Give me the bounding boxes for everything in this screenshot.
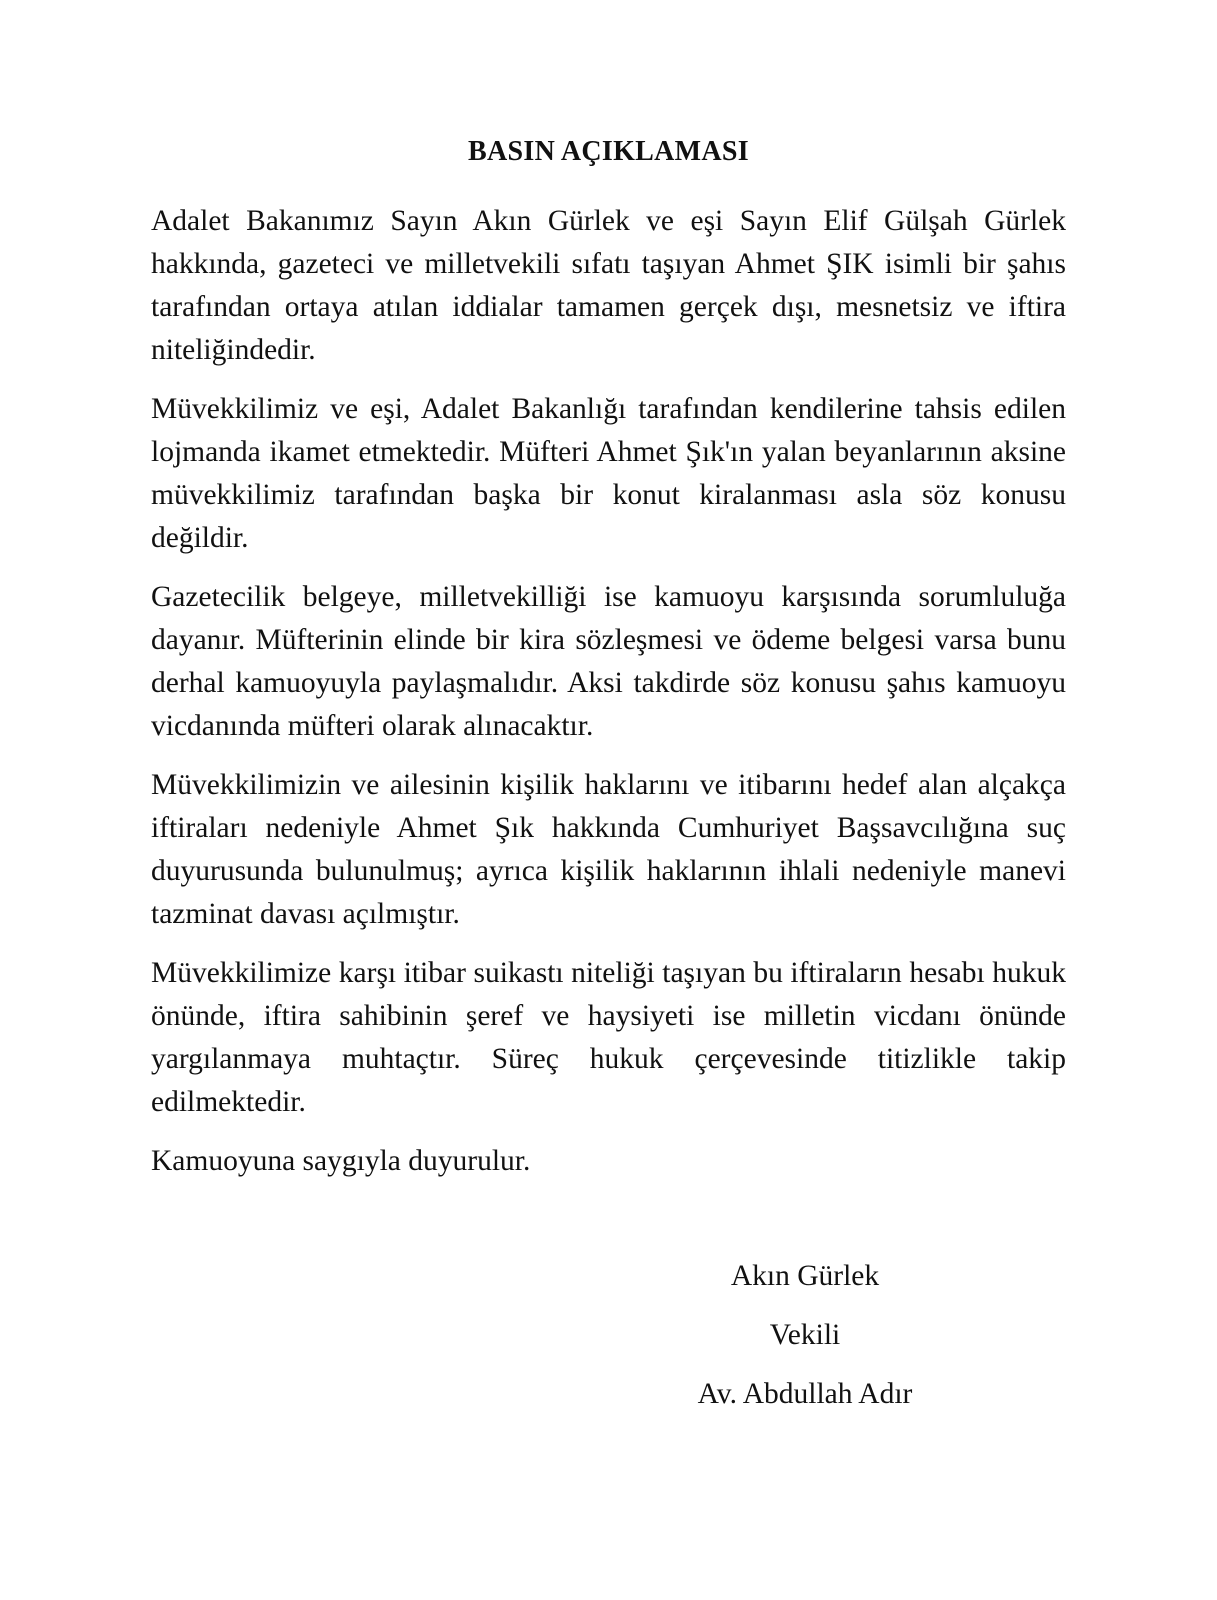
paragraph-2: Müvekkilimiz ve eşi, Adalet Bakanlığı tarafından kendilerine tahsis edilen lojmanda ikamet etmektedir. Müfteri Ahmet Şık'ın yalan beyanlarının aksine müvekkilimiz tarafından başka bir konut kiralanması asla söz konusu değildir. <box>151 393 1066 554</box>
signature-block <box>640 1256 970 1433</box>
paragraph-5: Müvekkilimize karşı itibar suikastı niteliği taşıyan bu iftiraların hesabı hukuk önünde, iftira sahibinin şeref ve haysiyeti ise milletin vicdanı önünde yargılanmaya muhtaçtır. Süreç hukuk çerçevesinde titizlikle takip edilmektedir. <box>151 957 1066 1118</box>
signature-client-name: Akın Gürlek <box>730 1260 880 1292</box>
paragraph-1: Adalet Bakanımız Sayın Akın Gürlek ve eşi Sayın Elif Gülşah Gürlek hakkında, gazeteci ve milletvekili sıfatı taşıyan Ahmet ŞIK isimli bir şahıs tarafından ortaya atılan iddialar tamamen gerçek dışı, mesnetsiz ve iftira niteliğindedir. <box>151 205 1066 366</box>
document-title: BASIN AÇIKLAMASI <box>468 136 749 167</box>
paragraph-3: Gazetecilik belgeye, milletvekilliği ise kamuoyu karşısında sorumluluğa dayanır. Müfterinin elinde bir kira sözleşmesi ve ödeme belgesi varsa bunu derhal kamuoyuyla paylaşmalıdır. Aksi takdirde söz konusu şahıs kamuoyu vicdanında müfteri olarak alınacaktır. <box>151 581 1066 742</box>
signature-role: Vekili <box>769 1319 841 1351</box>
document-body <box>151 200 1066 1199</box>
signature-lawyer-name: Av. Abdullah Adır <box>697 1378 913 1410</box>
paragraph-closing: Kamuoyuna saygıyla duyurulur. <box>151 1145 531 1177</box>
paragraph-4: Müvekkilimizin ve ailesinin kişilik haklarını ve itibarını hedef alan alçakça iftiraları nedeniyle Ahmet Şık hakkında Cumhuriyet Başsavcılığına suç duyurusunda bulunulmuş; ayrıca kişilik haklarının ihlali nedeniyle manevi tazminat davası açılmıştır. <box>151 769 1066 930</box>
